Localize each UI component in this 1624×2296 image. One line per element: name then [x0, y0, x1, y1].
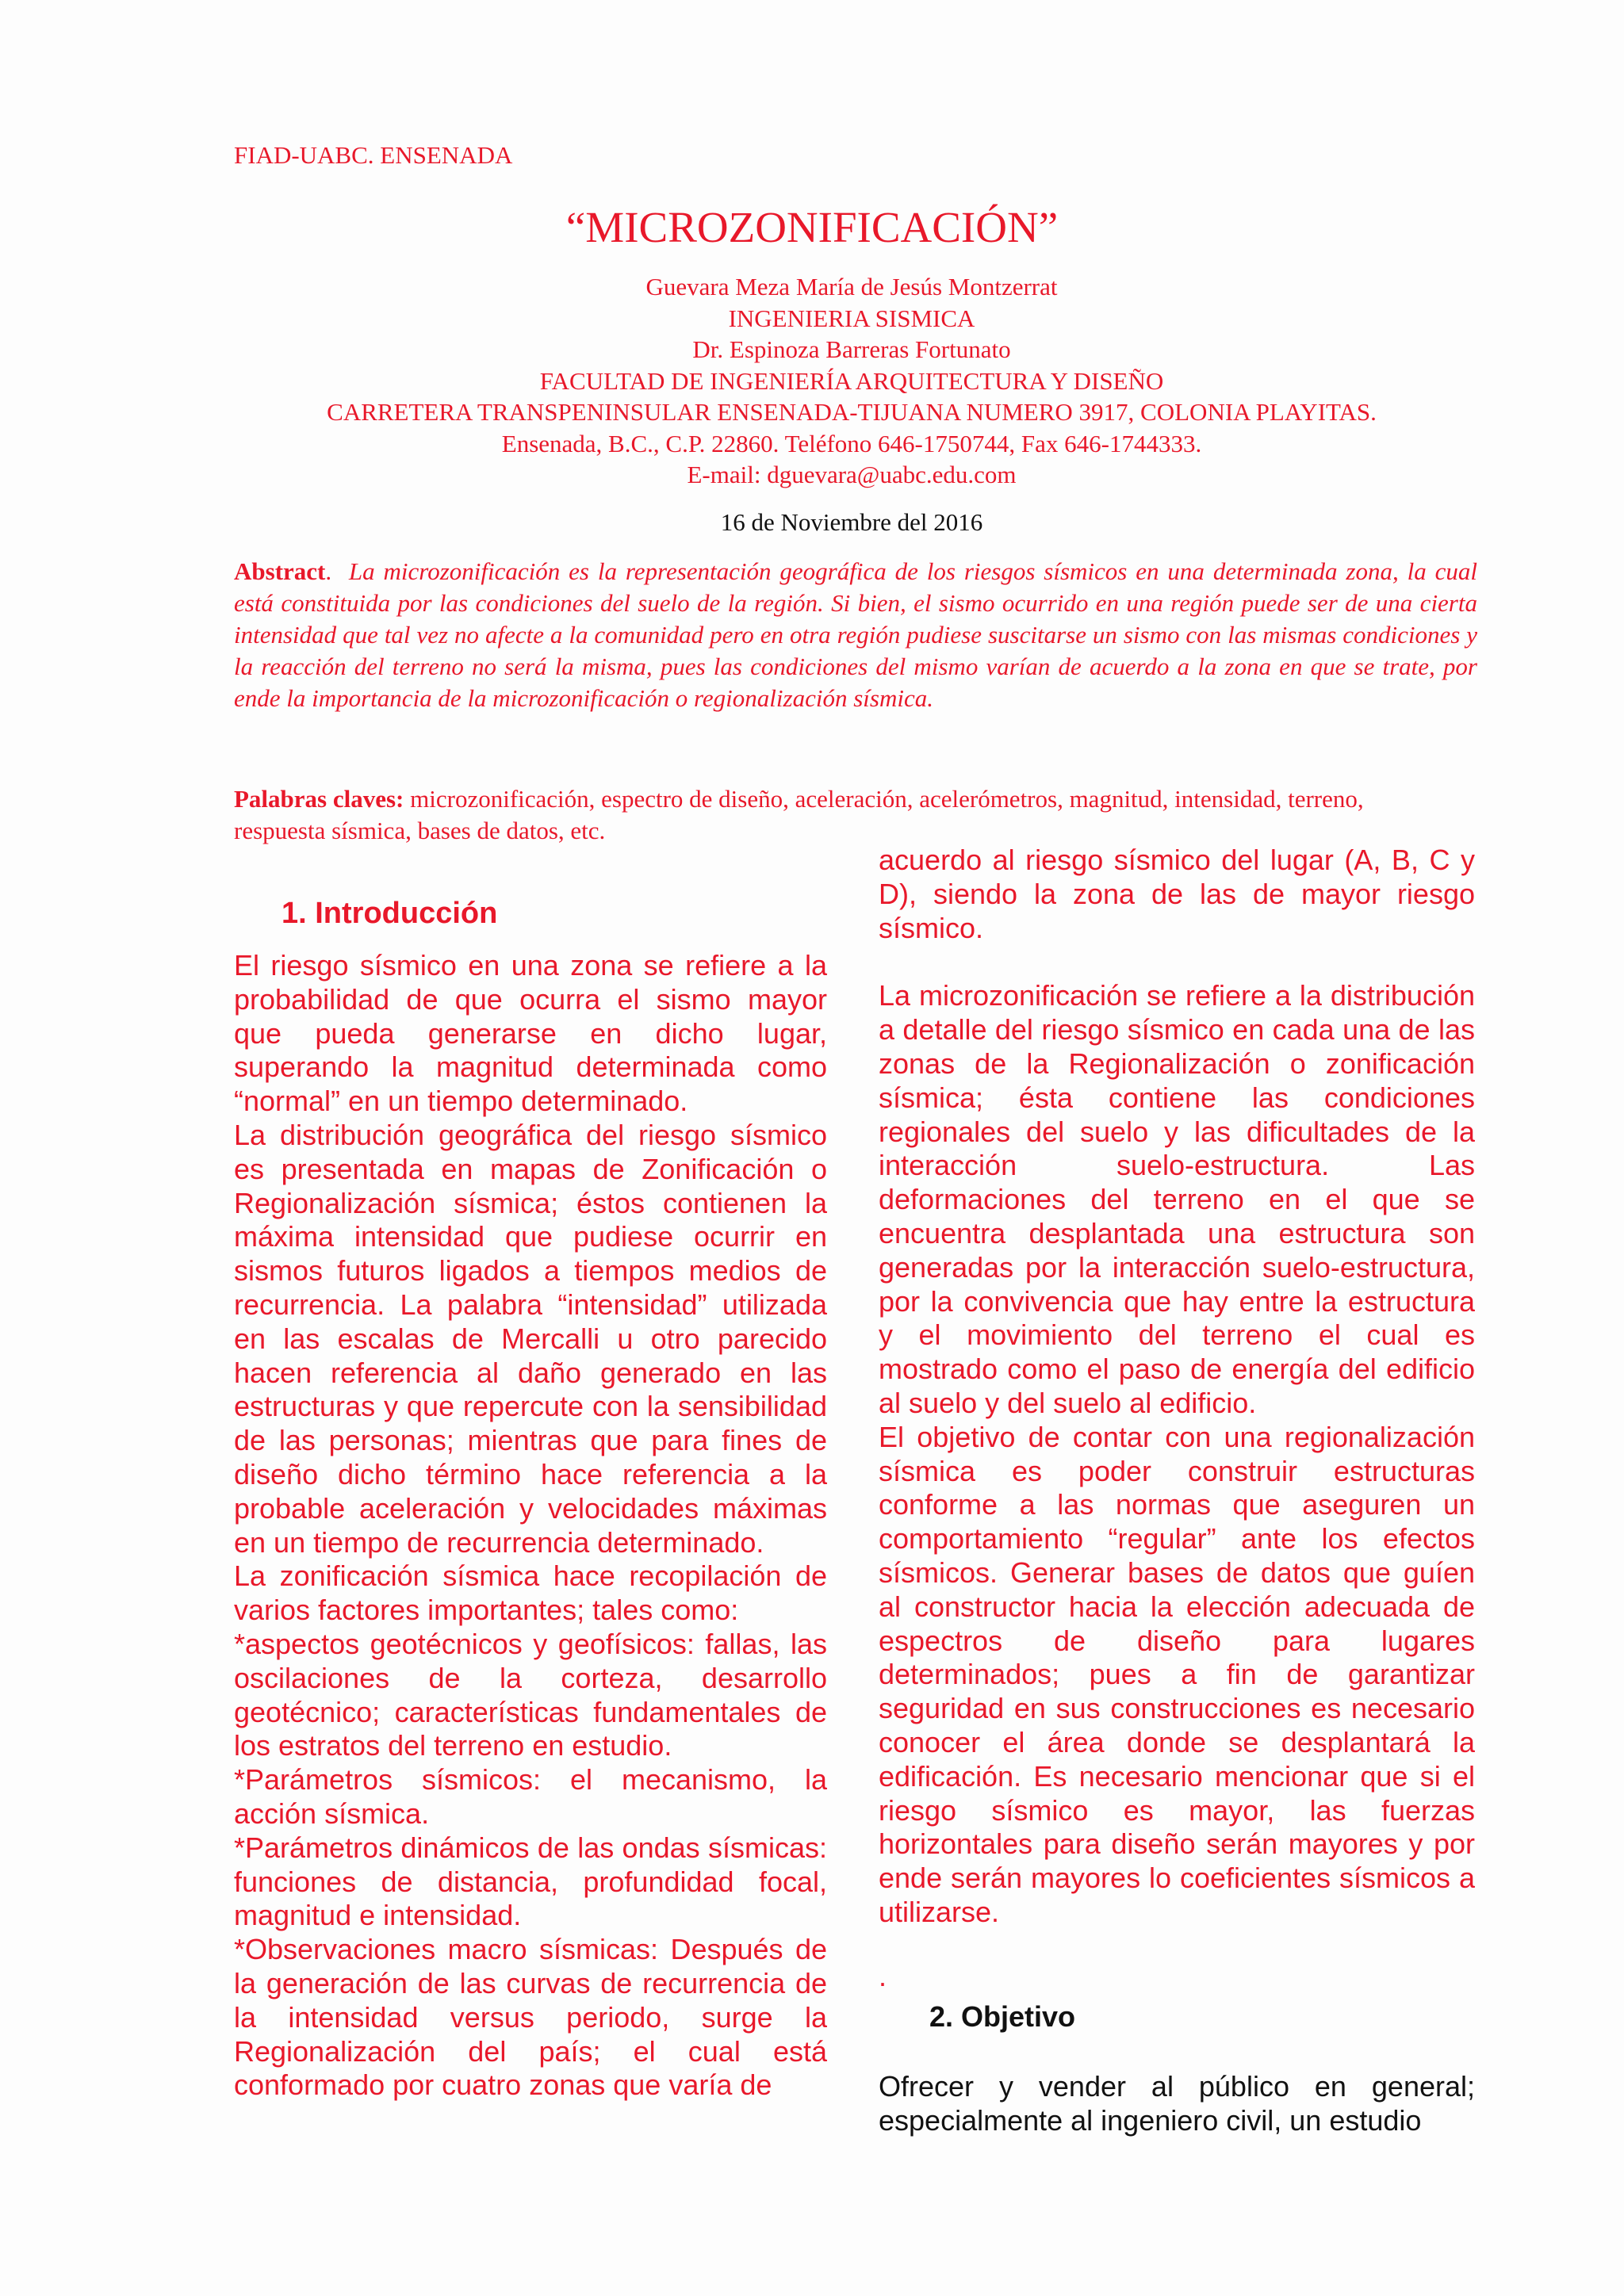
address-line: CARRETERA TRANSPENINSULAR ENSENADA-TIJUANA NUMERO 3917, COLONIA PLAYITAS.	[327, 398, 1377, 426]
paper-date: 16 de Noviembre del 2016	[720, 508, 983, 536]
keywords-block	[234, 783, 1423, 847]
paragraph: El objetivo de contar con una regionalización sísmica es poder construir estructuras conforme a las normas que aseguren un comportamiento “regular” ante los efectos sísmicos. Generar bases de datos que guíen al constructor hacia la elección adecuada de espectros de diseño para lugares determinados; pues a fin de garantizar seguridad en sus construcciones es necesario conocer el área donde se desplantará la edificación. Es necesario mencionar que si el riesgo sísmico es mayor, las fuerzas horizontales para diseño serán mayores y por ende serán mayores lo coeficientes sísmicos a utilizarse.	[879, 1420, 1475, 1928]
paragraph: La zonificación sísmica hace recopilación de varios factores importantes; tales como:	[234, 1559, 827, 1627]
faculty-name: FACULTAD DE INGENIERÍA ARQUITECTURA Y DISEÑO	[539, 366, 1164, 395]
stray-dot: .	[879, 1960, 887, 1992]
section-heading-introduccion: 1. Introducción	[282, 897, 498, 930]
contact-line: Ensenada, B.C., C.P. 22860. Teléfono 646-1750744, Fax 646-1744333.	[501, 429, 1202, 457]
objetivo-text	[879, 2070, 1475, 2138]
paragraph: acuerdo al riesgo sísmico del lugar (A, B, C y D), siendo la zona de las de mayor riesgo sísmico.	[879, 844, 1475, 944]
course-name: INGENIERIA SISMICA	[728, 304, 975, 332]
paragraph: *Parámetros dinámicos de las ondas sísmicas: funciones de distancia, profundidad focal, magnitud e intensidad.	[234, 1831, 827, 1932]
paragraph: Ofrecer y vender al público en general; especialmente al ingeniero civil, un estudio	[879, 2070, 1475, 2137]
right-column	[879, 844, 1475, 1930]
abstract-label: Abstract	[234, 557, 326, 585]
paragraph: *aspectos geotécnicos y geofísicos: fallas, las oscilaciones de la corteza, desarrollo geotécnico; características fundamentales de los estratos del terreno en estudio.	[234, 1627, 827, 1762]
paragraph: *Parámetros sísmicos: el mecanismo, la acción sísmica.	[234, 1763, 827, 1830]
email-line: E-mail: dguevara@uabc.edu.com	[687, 461, 1017, 488]
author-info	[0, 271, 1624, 491]
keywords-label: Palabras claves:	[234, 785, 404, 813]
section-heading-objetivo: 2. Objetivo	[929, 2000, 1076, 2033]
left-column	[234, 949, 827, 2103]
paragraph: La distribución geográfica del riesgo sísmico es presentada en mapas de Zonificación o Regionalización sísmica; éstos contienen la máxima intensidad que pudiese ocurrir en sismos futuros ligados a tiempos medios de recurrencia. La palabra “intensidad” utilizada en las escalas de Mercalli u otro parecido hacen referencia al daño generado en las estructuras y que repercute con la sensibilidad de las personas; mientras que para fines de diseño dicho término hace referencia a la probable aceleración y velocidades máximas en un tiempo de recurrencia determinado.	[234, 1118, 827, 1559]
paragraph: El riesgo sísmico en una zona se refiere a la probabilidad de que ocurra el sismo mayor que pueda generarse en dicho lugar, superando la magnitud determinada como “normal” en un tiempo determinado.	[234, 949, 827, 1118]
abstract-text: La microzonificación es la representación geográfica de los riesgos sísmicos en una determinada zona, la cual está constituida por las condiciones del suelo de la región. Si bien, el sismo ocurrido en una región puede ser de una cierta intensidad que tal vez no afecte a la comunidad pero en otra región pudiese suscitarse un sismo con las mismas condiciones y la reacción del terreno no será la misma, pues las condiciones del mismo varían de acuerdo a la zona en que se trate, por ende la importancia de la microzonificación o regionalización sísmica.	[234, 557, 1477, 712]
abstract-block: Abstract. La microzonificación es la representación geográfica de los riesgos sísmicos en una determinada zona, la cual está constituida por las condiciones del suelo de la región. Si bien, el sismo ocurrido en una región puede ser de una cierta intensidad que tal vez no afecte a la comunidad pero en otra región pudiese suscitarse un sismo con las mismas condiciones y la reacción del terreno no será la misma, pues las condiciones del mismo varían de acuerdo a la zona en que se trate, por ende la importancia de la microzonificación o regionalización sísmica.	[234, 557, 1477, 712]
paragraph-spacer	[879, 945, 1475, 979]
institution-header: FIAD-UABC. ENSENADA	[234, 141, 513, 169]
author-name: Guevara Meza María de Jesús Montzerrat	[645, 273, 1058, 300]
paper-title: “MICROZONIFICACIÓN”	[565, 203, 1059, 251]
advisor-name: Dr. Espinoza Barreras Fortunato	[692, 335, 1011, 363]
paragraph: *Observaciones macro sísmicas: Después de la generación de las curvas de recurrencia de la intensidad versus periodo, surge la Regionalización del país; el cual está conformado por cuatro zonas que varía de	[234, 1933, 827, 2102]
paragraph: La microzonificación se refiere a la distribución a detalle del riesgo sísmico en cada una de las zonas de la Regionalización o zonificación sísmica; ésta contiene las condiciones regionales del suelo y las dificultades de la interacción suelo-estructura. Las deformaciones del terreno en el que se encuentra desplantada una estructura son generadas por la interacción suelo-estructura, por la convivencia que hay entre la estructura y el movimiento del terreno el cual es mostrado como el paso de energía del edificio al suelo y del suelo al edificio.	[879, 979, 1475, 1419]
keywords-text: microzonificación, espectro de diseño, aceleración, acelerómetros, magnitud, intensidad, terreno, respuesta sísmica, bases de datos, etc.	[234, 785, 1364, 844]
